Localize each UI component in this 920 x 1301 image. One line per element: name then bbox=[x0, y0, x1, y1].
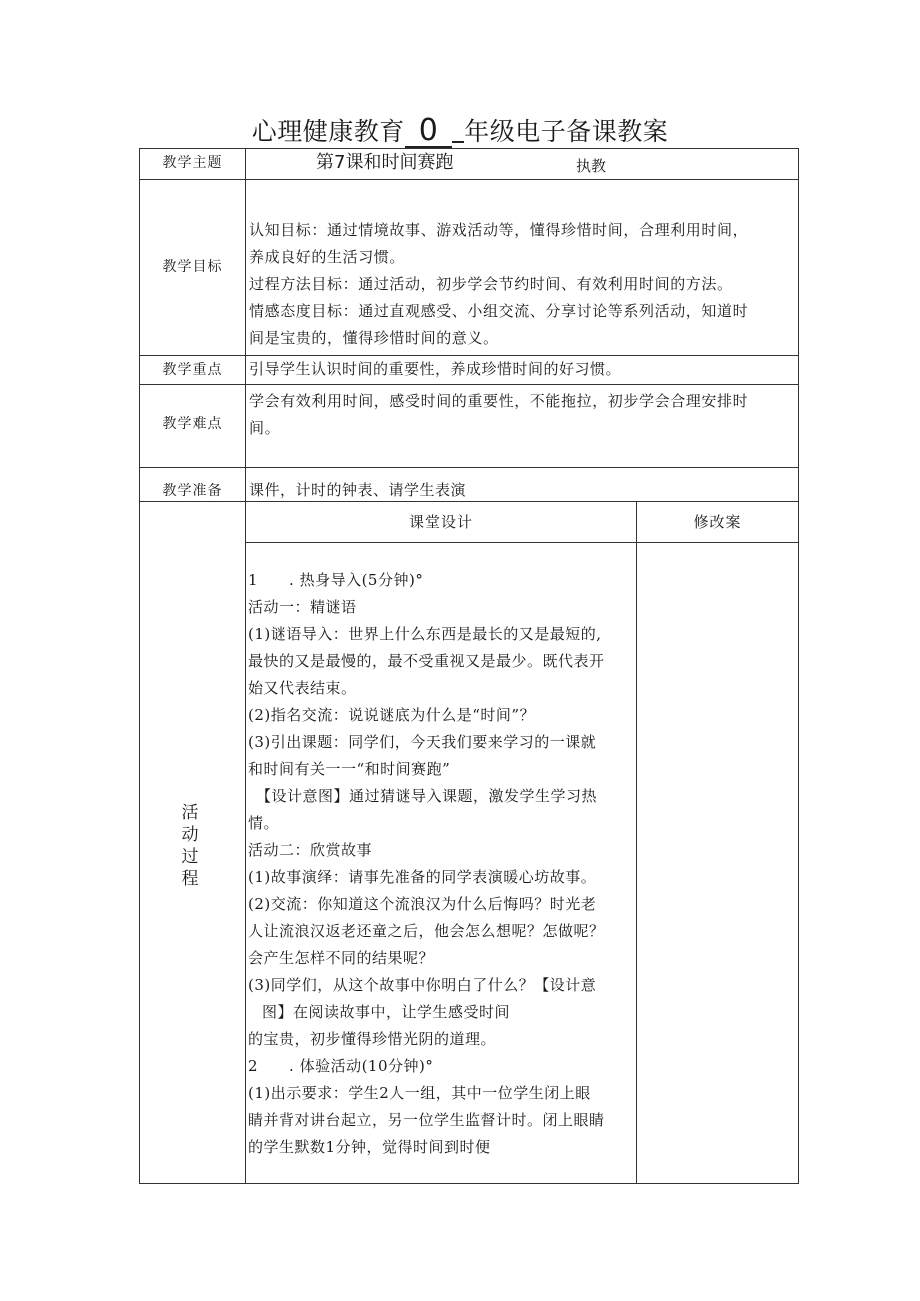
focus-label: 教学重点 bbox=[162, 362, 223, 378]
goals-text bbox=[249, 217, 797, 352]
design-body bbox=[248, 567, 634, 1161]
focus-value: 引导学生认识时间的重要性，养成珍惜时间的好习惯。 bbox=[249, 360, 622, 378]
design-line: (1)谜语导入：世界上什么东西是最长的又是最短的, bbox=[248, 625, 602, 643]
row-divider bbox=[139, 355, 799, 356]
column-divider bbox=[636, 501, 637, 1184]
design-line: 图】在阅读故事中，让学生感受时间 bbox=[262, 1003, 511, 1021]
process-label bbox=[178, 802, 202, 890]
design-line: 的宝贵，初步懂得珍惜光阴的道理。 bbox=[248, 1030, 497, 1048]
difficulty-line: 间。 bbox=[249, 419, 281, 437]
design-line: 2 . 体验活动(10分钟)° bbox=[248, 1057, 434, 1075]
title-suffix: 年级电子备课教案 bbox=[464, 117, 669, 146]
row-divider bbox=[139, 467, 799, 468]
column-divider bbox=[245, 148, 246, 1184]
goal-line: 认知目标：通过情境故事、游戏活动等，懂得珍惜时间，合理利用时间， bbox=[249, 221, 749, 239]
teacher-label: 执教 bbox=[576, 157, 607, 175]
goal-line: 情感态度目标：通过直观感受、小组交流、分享讨论等系列活动，知道时 bbox=[249, 302, 749, 320]
design-line: (2)交流：你知道这个流浪汉为什么后悔吗？时光老 bbox=[248, 895, 597, 913]
title-prefix: 心理健康教育 bbox=[251, 117, 405, 146]
table-border-right bbox=[798, 148, 799, 1184]
theme-label: 教学主题 bbox=[162, 155, 223, 171]
design-line: 活动一：精谜语 bbox=[248, 598, 357, 616]
row-divider bbox=[245, 542, 799, 543]
theme-value: 第7课和时间赛跑 bbox=[316, 152, 454, 173]
design-line: 情。 bbox=[248, 814, 280, 832]
design-line: (3)引出课题：同学们，今天我们要来学习的一课就 bbox=[248, 733, 597, 751]
design-line: 和时间有关一一“和时间赛跑” bbox=[248, 760, 451, 778]
prep-value: 课件，计时的钟表、请学生表演 bbox=[249, 481, 467, 499]
goals-label: 教学目标 bbox=[162, 259, 223, 275]
design-line: (3)同学们，从这个故事中你明白了什么？【设计意 bbox=[248, 976, 597, 994]
difficulty-line: 学会有效利用时间，感受时间的重要性，不能拖拉，初步学会合理安排时 bbox=[249, 392, 749, 410]
design-line: (1)出示要求：学生2人一组，其中一位学生闭上眼 bbox=[248, 1084, 591, 1102]
design-line: 会产生怎样不同的结果呢？ bbox=[248, 949, 435, 967]
design-line: 的学生默数1分钟，觉得时间到时便 bbox=[248, 1138, 491, 1156]
goal-line: 间是宝贵的，懂得珍惜时间的意义。 bbox=[249, 329, 499, 347]
difficulty-text bbox=[249, 388, 797, 442]
design-line: (2)指名交流：说说谜底为什么是“时间”？ bbox=[248, 706, 536, 724]
table-border-top bbox=[139, 148, 799, 149]
grade-blank: 0 bbox=[405, 116, 453, 148]
design-line: 1 . 热身导入(5分钟)° bbox=[248, 571, 424, 589]
design-line: 最快的又是最慢的，最不受重视又是最少。既代表开 bbox=[248, 652, 605, 670]
table-border-left bbox=[139, 148, 140, 1184]
goal-line: 养成良好的生活习惯。 bbox=[249, 248, 406, 266]
design-line: 人让流浪汉返老还童之后，他会怎么想呢？怎做呢？ bbox=[248, 922, 605, 940]
row-divider bbox=[139, 384, 799, 385]
design-line: 睛并背对讲台起立，另一位学生监督计时。闭上眼睛 bbox=[248, 1111, 605, 1129]
process-label-char: 活 bbox=[181, 803, 199, 823]
design-line: 始又代表结束。 bbox=[248, 679, 357, 697]
process-label-char: 动 bbox=[181, 825, 199, 845]
difficulty-label: 教学难点 bbox=[162, 416, 223, 432]
goal-line: 过程方法目标：通过活动，初步学会节约时间、有效利用时间的方法。 bbox=[249, 275, 733, 293]
revise-header: 修改案 bbox=[693, 513, 742, 531]
process-label-char: 过 bbox=[181, 847, 199, 867]
design-line: 活动二：欣赏故事 bbox=[248, 841, 373, 859]
row-divider bbox=[139, 501, 799, 502]
prep-label: 教学准备 bbox=[162, 483, 223, 499]
table-border-bottom bbox=[139, 1183, 799, 1184]
design-header: 课堂设计 bbox=[408, 513, 473, 531]
design-line: 【设计意图】通过猜谜导入课题，激发学生学习热 bbox=[256, 787, 598, 805]
row-divider bbox=[139, 179, 799, 180]
process-label-char: 程 bbox=[181, 869, 199, 889]
design-line: (1)故事演绎：请事先准备的同学表演暖心坊故事。 bbox=[248, 868, 597, 886]
